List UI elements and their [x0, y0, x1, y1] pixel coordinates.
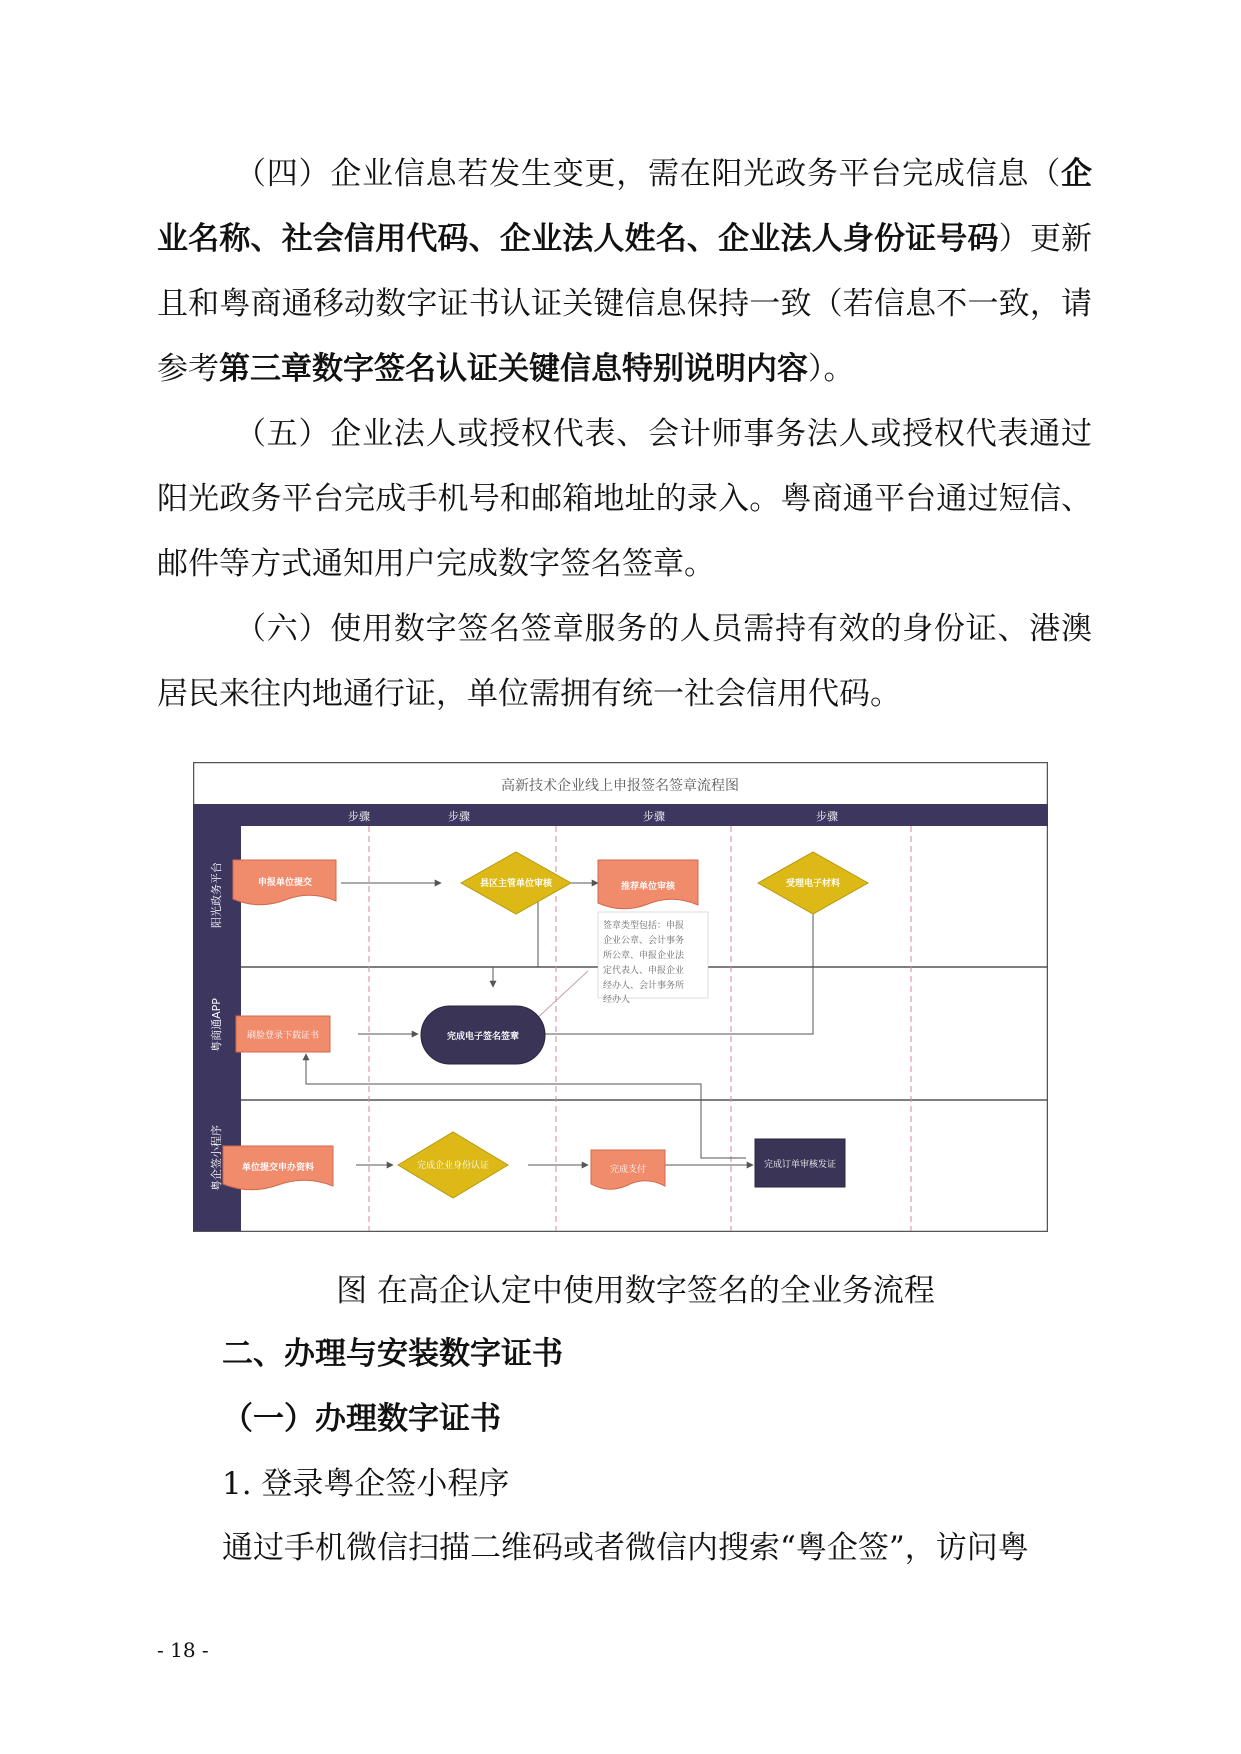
note-line-2: 企业公章、会计事务 [603, 936, 685, 946]
node-n9-label: 完成支付 [609, 1165, 647, 1175]
p4-text-c: ）更新且和粤商通移动数字证书认证关键信息保持一致（若信息不一致，请参考 [157, 221, 1093, 387]
note-line-4: 定代表人、申报企业 [603, 966, 685, 976]
flowchart [193, 762, 1048, 1232]
step-label-3: 步骤 [643, 810, 665, 823]
lane-label-1: 阳光政务平台 [210, 862, 223, 928]
node-n7-label: 单位提交申办资料 [241, 1163, 315, 1173]
node-n6-label: 完成电子签名签章 [446, 1032, 520, 1042]
step-label-2: 步骤 [448, 810, 470, 823]
node-n8-label: 完成企业身份认证 [416, 1161, 490, 1171]
paragraph-4 [157, 142, 1092, 402]
p4-text-a: （四）企业信息若发生变更，需在阳光政务平台完成信息（ [235, 156, 1061, 192]
note-line-1: 签章类型包括：申报 [603, 921, 685, 931]
step-label-1: 步骤 [348, 810, 370, 823]
lane-label-3: 粤企签小程序 [210, 1125, 223, 1191]
list-item-1: 1. 登录粤企签小程序 [222, 1466, 510, 1502]
body-line: 通过手机微信扫描二维码或者微信内搜索“粤企签”，访问粤 [222, 1530, 1029, 1566]
page-number: - 18 - [157, 1638, 209, 1662]
paragraph-6: （六）使用数字签名签章服务的人员需持有效的身份证、港澳居民来往内地通行证，单位需拥有统一社会信用代码。 [157, 611, 1092, 712]
figure-caption: 图 在高企认定中使用数字签名的全业务流程 [336, 1273, 935, 1309]
step-label-4: 步骤 [816, 810, 838, 823]
node-n4-label: 受理电子材料 [785, 879, 841, 889]
note-line-6: 经办人 [603, 995, 631, 1005]
p4-bold-reference: 第三章数字签名认证关键信息特别说明内容 [219, 351, 808, 387]
note-line-3: 所公章、申报企业法 [603, 951, 685, 961]
flowchart-title: 高新技术企业线上申报签名签章流程图 [501, 778, 739, 794]
node-n3-label: 推荐单位审核 [620, 882, 676, 892]
note-line-5: 经办人、会计事务所 [603, 981, 685, 991]
subsection-heading: （一）办理数字证书 [222, 1401, 501, 1437]
paragraph-5: （五）企业法人或授权代表、会计师事务法人或授权代表通过阳光政务平台完成手机号和邮箱地址的录入。粤商通平台通过短信、邮件等方式通知用户完成数字签名签章。 [157, 416, 1092, 582]
node-n2-label: 县区主管单位审核 [479, 879, 553, 889]
p4-text-e: ）。 [808, 351, 855, 387]
node-n10-label: 完成订单审核发证 [763, 1160, 837, 1170]
lane-label-2: 粤商通APP [210, 998, 223, 1052]
p4-bold-fields: 企业名称、社会信用代码、企业法人姓名、企业法人身份证号码 [157, 156, 1092, 257]
node-n1-label: 申报单位提交 [257, 878, 313, 888]
node-n5-label: 刷脸登录下载证书 [246, 1031, 320, 1041]
step-header-bar [193, 804, 1048, 826]
section-heading: 二、办理与安装数字证书 [222, 1336, 563, 1372]
